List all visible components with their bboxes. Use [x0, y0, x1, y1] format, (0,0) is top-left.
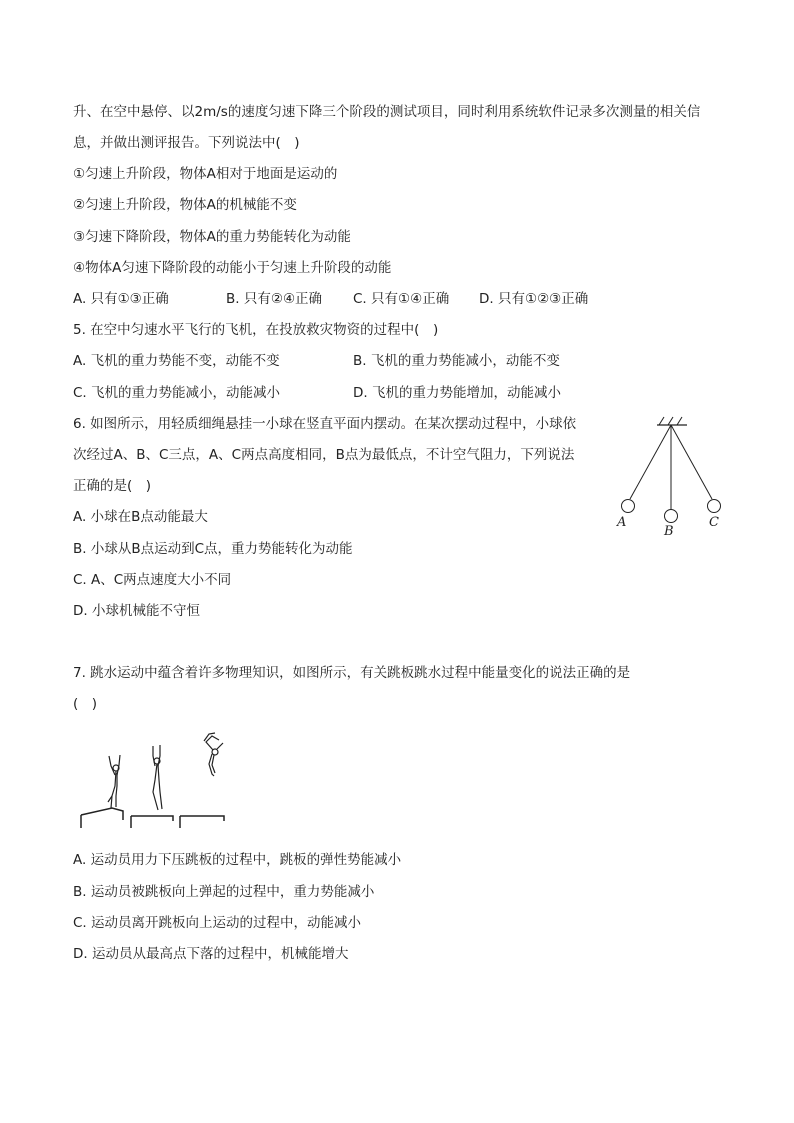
ceiling-hatch-3: [677, 417, 682, 425]
springboard-3: [180, 816, 224, 828]
ball-a: [622, 500, 635, 513]
q5-option-d[interactable]: D. 飞机的重力势能增加，动能减小: [353, 385, 561, 401]
diver-pressing-board: [108, 755, 120, 808]
q6-option-c[interactable]: C. A、C两点速度大小不同: [73, 572, 232, 588]
q7-stem-line2: ( ): [73, 696, 98, 712]
q6-option-a[interactable]: A. 小球在B点动能最大: [73, 509, 208, 525]
q5-option-a[interactable]: A. 飞机的重力势能不变，动能不变: [73, 353, 280, 369]
q5-option-b[interactable]: B. 飞机的重力势能减小，动能不变: [353, 353, 560, 369]
diving-figure: [78, 728, 228, 834]
springboard-2: [131, 816, 173, 828]
q7-option-b[interactable]: B. 运动员被跳板向上弹起的过程中，重力势能减小: [73, 884, 375, 900]
q7-option-d[interactable]: D. 运动员从最高点下落的过程中，机械能增大: [73, 946, 349, 962]
diver-in-air: [204, 733, 223, 776]
q5-stem: 5. 在空中匀速水平飞行的飞机，在投放救灾物资的过程中( ): [73, 322, 439, 338]
label-a: A: [617, 515, 627, 530]
q4-statement-3: ③匀速下降阶段，物体A的重力势能转化为动能: [73, 229, 351, 245]
q6-option-d[interactable]: D. 小球机械能不守恒: [73, 603, 200, 619]
q4-statement-4: ④物体A匀速下降阶段的动能小于匀速上升阶段的动能: [73, 260, 392, 276]
q4-statement-1: ①匀速上升阶段，物体A相对于地面是运动的: [73, 166, 338, 182]
q4-option-b[interactable]: B. 只有②④正确: [226, 291, 323, 307]
ceiling-hatch-2: [668, 417, 673, 425]
springboard-1: [81, 808, 123, 828]
q7-stem-line1: 7. 跳水运动中蕴含着许多物理知识，如图所示，有关跳板跳水过程中能量变化的说法正确的是: [73, 665, 631, 681]
q4-option-d[interactable]: D. 只有①②③正确: [479, 291, 589, 307]
string-c: [671, 425, 712, 499]
string-a: [630, 425, 671, 499]
q6-stem-line3: 正确的是( ): [73, 478, 152, 494]
q4-text-line2: 息，并做出测评报告。下列说法中( ): [73, 135, 300, 151]
q7-option-c[interactable]: C. 运动员离开跳板向上运动的过程中，动能减小: [73, 915, 362, 931]
ball-b: [665, 510, 678, 523]
q4-text-line1: 升、在空中悬停、以2m/s的速度匀速下降三个阶段的测试项目，同时利用系统软件记录多次测量的相关信: [73, 104, 701, 120]
pendulum-figure: [605, 415, 735, 540]
ceiling-hatch-1: [659, 417, 664, 425]
diver-springing-up: [153, 745, 162, 810]
label-c: C: [709, 515, 719, 530]
q5-option-c[interactable]: C. 飞机的重力势能减小，动能减小: [73, 385, 281, 401]
q4-option-c[interactable]: C. 只有①④正确: [353, 291, 450, 307]
q6-option-b[interactable]: B. 小球从B点运动到C点，重力势能转化为动能: [73, 541, 353, 557]
q4-option-a[interactable]: A. 只有①③正确: [73, 291, 169, 307]
q6-stem-line1: 6. 如图所示，用轻质细绳悬挂一小球在竖直平面内摆动。在某次摆动过程中，小球依: [73, 416, 577, 432]
q4-statement-2: ②匀速上升阶段，物体A的机械能不变: [73, 197, 297, 213]
q6-stem-line2: 次经过A、B、C三点，A、C两点高度相同，B点为最低点，不计空气阻力，下列说法: [73, 447, 575, 463]
q7-option-a[interactable]: A. 运动员用力下压跳板的过程中，跳板的弹性势能减小: [73, 852, 402, 868]
ball-c: [708, 500, 721, 513]
label-b: B: [664, 524, 674, 539]
